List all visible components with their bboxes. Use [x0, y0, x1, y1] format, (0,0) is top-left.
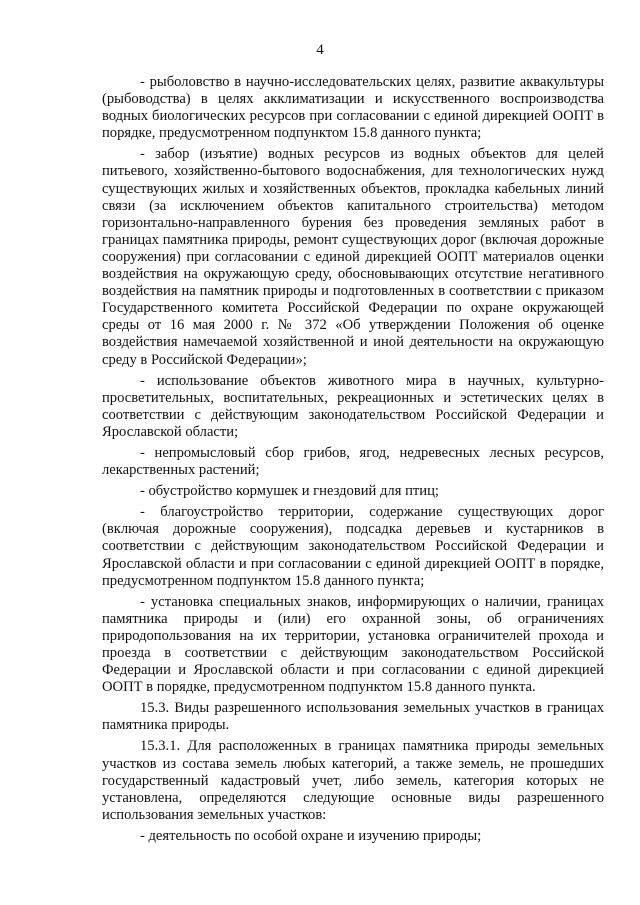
section-heading: 15.3. Виды разрешенного использования земельных участков в границах памятника природы. — [102, 700, 604, 734]
paragraph: - забор (изъятие) водных ресурсов из водных объектов для целей питьевого, хозяйственно-бытового водоснабжения, для технологических нужд существующих жилых и хозяйственных объектов, прокладка кабельных линий связи (за исключением объектов капитального строительства) методом горизонтально-направленного бурения без проведения земляных работ в границах памятника природы, ремонт существующих дорог (включая дорожные сооружения) при согласовании с единой дирекцией ООПТ материалов оценки воздействия на окружающую среду, обосновывающих отсутствие негативного воздействия на памятник природы и подготовленных в соответствии с приказом Государственного комитета Российской Федерации по охране окружающей среды от 16 мая 2000 г. № 372 «Об утверждении Положения об оценке воздействия намечаемой хозяйственной и иной деятельности на окружающую среду в Российской Федерации»; — [102, 146, 604, 368]
paragraph: - деятельность по особой охране и изучению природы; — [140, 827, 482, 844]
paragraph: - использование объектов животного мира в научных, культурно-просветительных, воспитательных, рекреационных и эстетических целях в соответствии с действующим законодательством Российской Федерации и Ярославской области; — [102, 372, 604, 440]
paragraph: - обустройство кормушек и гнездовий для птиц; — [140, 483, 439, 500]
paragraph: 15.3.1. Для расположенных в границах памятника природы земельных участков из состава земель любых категорий, а также земель, не прошедших государственный кадастровый учет, либо земель, категория которых не установлена, определяются следующие основные виды разрешенного использования земельных участков: — [102, 738, 604, 823]
page-number: 4 — [316, 42, 324, 58]
paragraph: - благоустройство территории, содержание существующих дорог (включая дорожные сооружения), подсадка деревьев и кустарников в соответствии с действующим законодательством Российской Федерации и Ярославской области и при согласовании с единой дирекцией ООПТ в порядке, предусмотренном подпунктом 15.8 данного пункта; — [102, 504, 604, 589]
paragraph: - установка специальных знаков, информирующих о наличии, границах памятника природы и (или) его охранной зоны, об ограничениях природопользования на их территории, установка ограничителей прохода и проезда в соответствии с действующим законодательством Российской Федерации и Ярославской области и при согласовании с единой дирекцией ООПТ в порядке, предусмотренном подпунктом 15.8 данного пункта. — [102, 593, 604, 696]
document-body — [102, 74, 604, 845]
paragraph: - рыболовство в научно-исследовательских целях, развитие аквакультуры (рыбоводства) в целях акклиматизации и искусственного воспроизводства водных биологических ресурсов при согласовании с единой дирекцией ООПТ в порядке, предусмотренном подпунктом 15.8 данного пункта; — [102, 74, 604, 142]
paragraph: - непромысловый сбор грибов, ягод, недревесных лесных ресурсов, лекарственных растений; — [102, 444, 604, 479]
